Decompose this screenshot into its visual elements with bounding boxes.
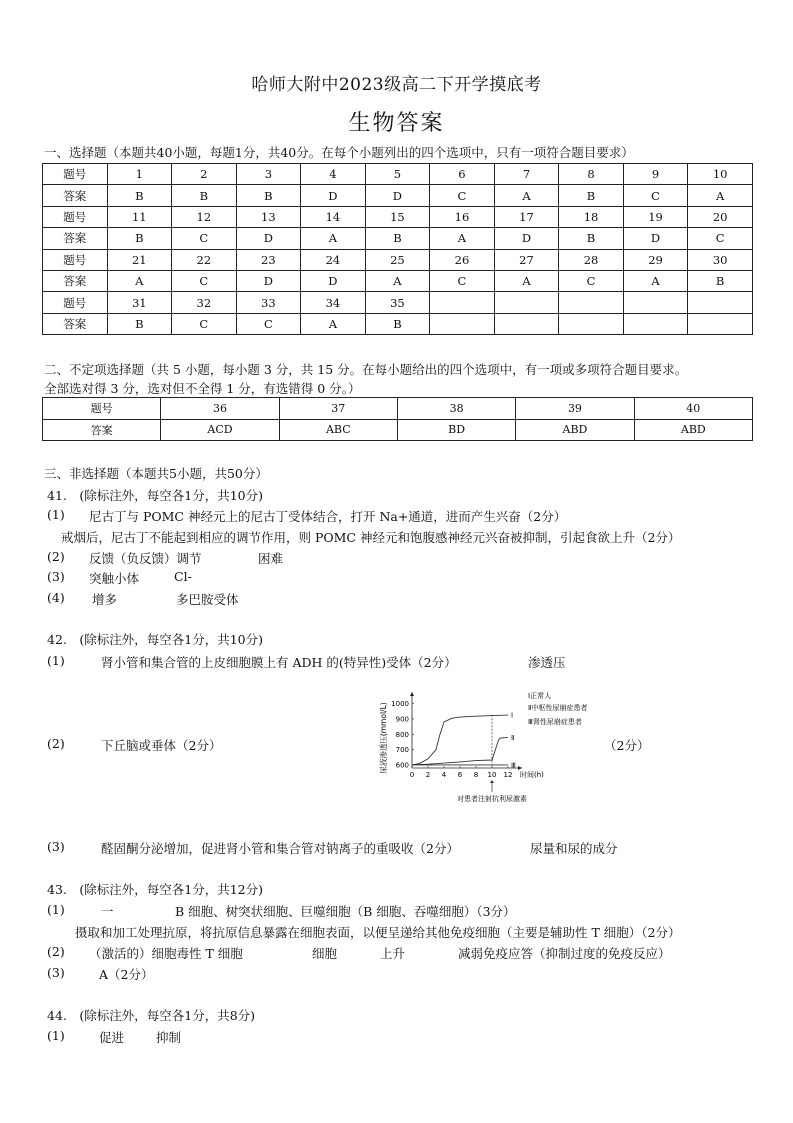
question-number-cell: 35: [365, 292, 430, 313]
answer-cell: B: [559, 228, 624, 249]
answer-cell: D: [623, 228, 688, 249]
y-tick-label: 900: [395, 715, 409, 724]
y-tick-label: 1000: [391, 700, 409, 709]
question-number-cell: 8: [559, 164, 624, 185]
x-tick-label: 2: [425, 771, 431, 779]
q44-p1-b: 抑制: [156, 1030, 182, 1045]
q43-head: 43. (除标注外，每空各1分，共12分): [47, 882, 263, 897]
question-number-cell: 39: [516, 398, 634, 420]
series-end-label: Ⅰ: [511, 711, 514, 720]
x-tick-label: 8: [473, 771, 479, 779]
y-tick-label: 700: [395, 746, 409, 755]
answer-cell: A: [365, 270, 430, 291]
answer-cell: B: [107, 313, 172, 334]
answer-cell: [559, 313, 624, 334]
table-row-answer: [43, 270, 753, 291]
question-number-cell: 3: [236, 164, 301, 185]
q43-p2-c: 上升: [380, 946, 406, 961]
answer-cell: D: [236, 270, 301, 291]
section1-answer-table: [42, 163, 753, 335]
q43-p1-num: (1): [47, 902, 65, 917]
row-label-question: 题号: [43, 206, 108, 227]
legend-entry: Ⅲ肾性尿崩症患者: [528, 718, 582, 726]
answer-cell: D: [365, 185, 430, 206]
question-number-cell: 38: [397, 398, 515, 420]
q41-p3-a: 突触小体: [89, 571, 140, 586]
answer-cell: D: [301, 185, 366, 206]
table-row-answer: [43, 313, 753, 334]
q42-p3-num: (3): [47, 839, 65, 854]
question-number-cell: 7: [494, 164, 559, 185]
table-row-answer: [43, 419, 753, 441]
q43-p3-num: (3): [47, 965, 65, 980]
answer-cell: B: [688, 270, 753, 291]
question-number-cell: [559, 292, 624, 313]
question-number-cell: 17: [494, 206, 559, 227]
answer-cell: BD: [397, 419, 515, 441]
q41-p1-text: 尼古丁与 POMC 神经元上的尼古丁受体结合，打开 Na+通道，进而产生兴奋（2分）: [89, 509, 567, 524]
question-number-cell: 11: [107, 206, 172, 227]
y-axis-arrow: [410, 692, 414, 696]
series-end-label: Ⅱ: [511, 733, 515, 742]
injection-arrow-head: [490, 780, 494, 783]
q41-p2-b: 困难: [258, 551, 284, 566]
question-number-cell: 21: [107, 249, 172, 270]
question-number-cell: 40: [634, 398, 752, 420]
answer-cell: C: [688, 228, 753, 249]
question-number-cell: 1: [107, 164, 172, 185]
section3-heading: 三、非选择题（本题共5小题，共50分）: [44, 466, 268, 481]
question-number-cell: 10: [688, 164, 753, 185]
question-number-cell: 37: [279, 398, 397, 420]
question-number-cell: 14: [301, 206, 366, 227]
answer-cell: A: [494, 185, 559, 206]
x-axis-arrow: [518, 766, 522, 770]
question-number-cell: 13: [236, 206, 301, 227]
q43-p2-d: 减弱免疫应答（抑制过度的免疫反应）: [458, 946, 671, 961]
q41-p2-a: 反馈（负反馈）调节: [89, 551, 202, 566]
question-number-cell: 33: [236, 292, 301, 313]
row-label-answer: 答案: [43, 185, 108, 206]
question-number-cell: 32: [172, 292, 237, 313]
q41-p4-b: 多巴胺受体: [176, 592, 239, 607]
q44-head: 44. (除标注外，每空各1分，共8分): [47, 1008, 256, 1023]
series-line: [412, 737, 508, 765]
q41-p1-cont: 戒烟后，尼古丁不能起到相应的调节作用，则 POMC 神经元和饱腹感神经元兴奋被抑制，引起食欲上升（2分）: [61, 530, 681, 545]
q41-p1-num: (1): [47, 507, 65, 522]
answer-cell: A: [430, 228, 495, 249]
table-row-question: [43, 292, 753, 313]
urine-osmolarity-chart: [368, 688, 618, 810]
answer-cell: A: [494, 270, 559, 291]
answer-cell: ABD: [516, 419, 634, 441]
answer-cell: C: [172, 228, 237, 249]
y-tick-label: 600: [395, 761, 409, 770]
section2-heading-line2: 全部选对得 3 分，选对但不全得 1 分，有选错得 0 分。）: [44, 381, 361, 396]
answer-cell: D: [301, 270, 366, 291]
answer-cell: B: [236, 185, 301, 206]
q43-p2-num: (2): [47, 944, 65, 959]
answer-cell: A: [688, 185, 753, 206]
answer-cell: C: [172, 270, 237, 291]
section1-heading: 一、选择题（本题共40小题，每题1分，共40分。在每个小题列出的四个选项中，只有一项符合题目要求）: [44, 145, 634, 160]
q42-p2-b: （2分）: [604, 738, 650, 753]
question-number-cell: 23: [236, 249, 301, 270]
question-number-cell: [430, 292, 495, 313]
question-number-cell: 36: [161, 398, 279, 420]
row-label-answer: 答案: [43, 228, 108, 249]
answer-cell: B: [107, 228, 172, 249]
question-number-cell: 31: [107, 292, 172, 313]
row-label-question: 题号: [43, 292, 108, 313]
question-number-cell: 22: [172, 249, 237, 270]
q41-p4-a: 增多: [92, 592, 118, 607]
answer-cell: ABC: [279, 419, 397, 441]
x-tick-label: 10: [487, 771, 497, 779]
row-label-question: 题号: [43, 164, 108, 185]
x-tick-label: 6: [457, 771, 463, 779]
answer-cell: ACD: [161, 419, 279, 441]
question-number-cell: 26: [430, 249, 495, 270]
q41-p3-num: (3): [47, 569, 65, 584]
q41-head: 41. (除标注外，每空各1分，共10分): [47, 488, 263, 503]
answer-cell: C: [430, 185, 495, 206]
question-number-cell: 2: [172, 164, 237, 185]
question-number-cell: 24: [301, 249, 366, 270]
q41-p3-b: Cl-: [174, 569, 192, 584]
table-row-question: [43, 249, 753, 270]
q42-p2-a: 下丘脑或垂体（2分）: [101, 738, 222, 753]
question-number-cell: 28: [559, 249, 624, 270]
series-end-label: Ⅲ: [511, 761, 516, 770]
q42-p1-a: 肾小管和集合管的上皮细胞膜上有 ADH 的(特异性)受体（2分）: [101, 655, 457, 670]
table-row-question: [43, 164, 753, 185]
q43-p3-a: A（2分）: [99, 967, 154, 982]
question-number-cell: 29: [623, 249, 688, 270]
answer-cell: C: [172, 313, 237, 334]
answer-cell: [430, 313, 495, 334]
q43-p2-a: （激活的）细胞毒性 T 细胞: [89, 946, 243, 961]
question-number-cell: 34: [301, 292, 366, 313]
question-number-cell: 16: [430, 206, 495, 227]
answer-cell: C: [236, 313, 301, 334]
q43-p1-b: B 细胞、树突状细胞、巨噬细胞（B 细胞、吞噬细胞）（3分）: [175, 904, 516, 919]
q41-p2-num: (2): [47, 549, 65, 564]
row-label-question: 题号: [43, 249, 108, 270]
answer-cell: [494, 313, 559, 334]
row-label-question: 题号: [43, 398, 161, 420]
chart-ylabel: 尿液渗透压(mmol/L): [379, 702, 388, 774]
q42-p1-b: 渗透压: [528, 655, 566, 670]
q43-p2-b: 细胞: [312, 946, 338, 961]
q43-p1-cont: 摄取和加工处理抗原，将抗原信息暴露在细胞表面，以便呈递给其他免疫细胞（主要是辅助性 T 细胞）（2分）: [75, 925, 681, 940]
answer-cell: [623, 313, 688, 334]
q43-p1-a: 一: [101, 904, 114, 919]
answer-cell: A: [301, 228, 366, 249]
q42-p2-num: (2): [47, 736, 65, 751]
row-label-answer: 答案: [43, 419, 161, 441]
question-number-cell: 5: [365, 164, 430, 185]
question-number-cell: 15: [365, 206, 430, 227]
q41-p4-num: (4): [47, 590, 65, 605]
answer-cell: B: [559, 185, 624, 206]
doc-title: 哈师大附中2023级高二下开学摸底考: [251, 75, 542, 95]
answer-cell: ABD: [634, 419, 752, 441]
table-row-question: [43, 398, 753, 420]
x-tick-label: 12: [503, 771, 513, 779]
table-row-answer: [43, 228, 753, 249]
y-tick-label: 800: [395, 730, 409, 739]
question-number-cell: 18: [559, 206, 624, 227]
legend-entry: Ⅱ中枢性尿崩症患者: [528, 704, 588, 712]
answer-cell: B: [172, 185, 237, 206]
answer-cell: A: [623, 270, 688, 291]
question-number-cell: 20: [688, 206, 753, 227]
section2-answer-table: [42, 397, 753, 441]
answer-cell: C: [430, 270, 495, 291]
question-number-cell: 19: [623, 206, 688, 227]
x-tick-label: 0: [409, 771, 415, 779]
question-number-cell: [623, 292, 688, 313]
answer-cell: C: [623, 185, 688, 206]
q42-head: 42. (除标注外，每空各1分，共10分): [47, 632, 263, 647]
row-label-answer: 答案: [43, 313, 108, 334]
q42-p1-num: (1): [47, 653, 65, 668]
question-number-cell: 30: [688, 249, 753, 270]
answer-cell: C: [559, 270, 624, 291]
answer-cell: D: [236, 228, 301, 249]
q42-p3-a: 醛固酮分泌增加，促进肾小管和集合管对钠离子的重吸收（2分）: [101, 841, 459, 856]
question-number-cell: 25: [365, 249, 430, 270]
q44-p1-num: (1): [47, 1028, 65, 1043]
question-number-cell: 6: [430, 164, 495, 185]
answer-cell: A: [301, 313, 366, 334]
question-number-cell: 27: [494, 249, 559, 270]
legend-entry: Ⅰ正常人: [528, 692, 552, 700]
question-number-cell: 12: [172, 206, 237, 227]
answer-cell: D: [494, 228, 559, 249]
section2-heading-line1: 二、不定项选择题（共 5 小题，每小题 3 分，共 15 分。在每小题给出的四个选项中，有一项或多项符合题目要求。: [44, 362, 688, 377]
answer-cell: B: [365, 228, 430, 249]
answer-cell: [688, 313, 753, 334]
answer-cell: B: [107, 185, 172, 206]
x-tick-label: 4: [441, 771, 447, 779]
question-number-cell: 4: [301, 164, 366, 185]
answer-cell: A: [107, 270, 172, 291]
doc-subtitle: 生物答案: [348, 111, 445, 136]
chart-annotation: 对患者注射抗利尿激素: [457, 795, 527, 803]
q42-p3-b: 尿量和尿的成分: [530, 841, 618, 856]
row-label-answer: 答案: [43, 270, 108, 291]
table-row-question: [43, 206, 753, 227]
q44-p1-a: 促进: [99, 1030, 125, 1045]
table-row-answer: [43, 185, 753, 206]
question-number-cell: 9: [623, 164, 688, 185]
question-number-cell: [688, 292, 753, 313]
series-line: [412, 715, 508, 765]
answer-cell: B: [365, 313, 430, 334]
chart-xlabel: 时间(h): [520, 771, 544, 779]
question-number-cell: [494, 292, 559, 313]
